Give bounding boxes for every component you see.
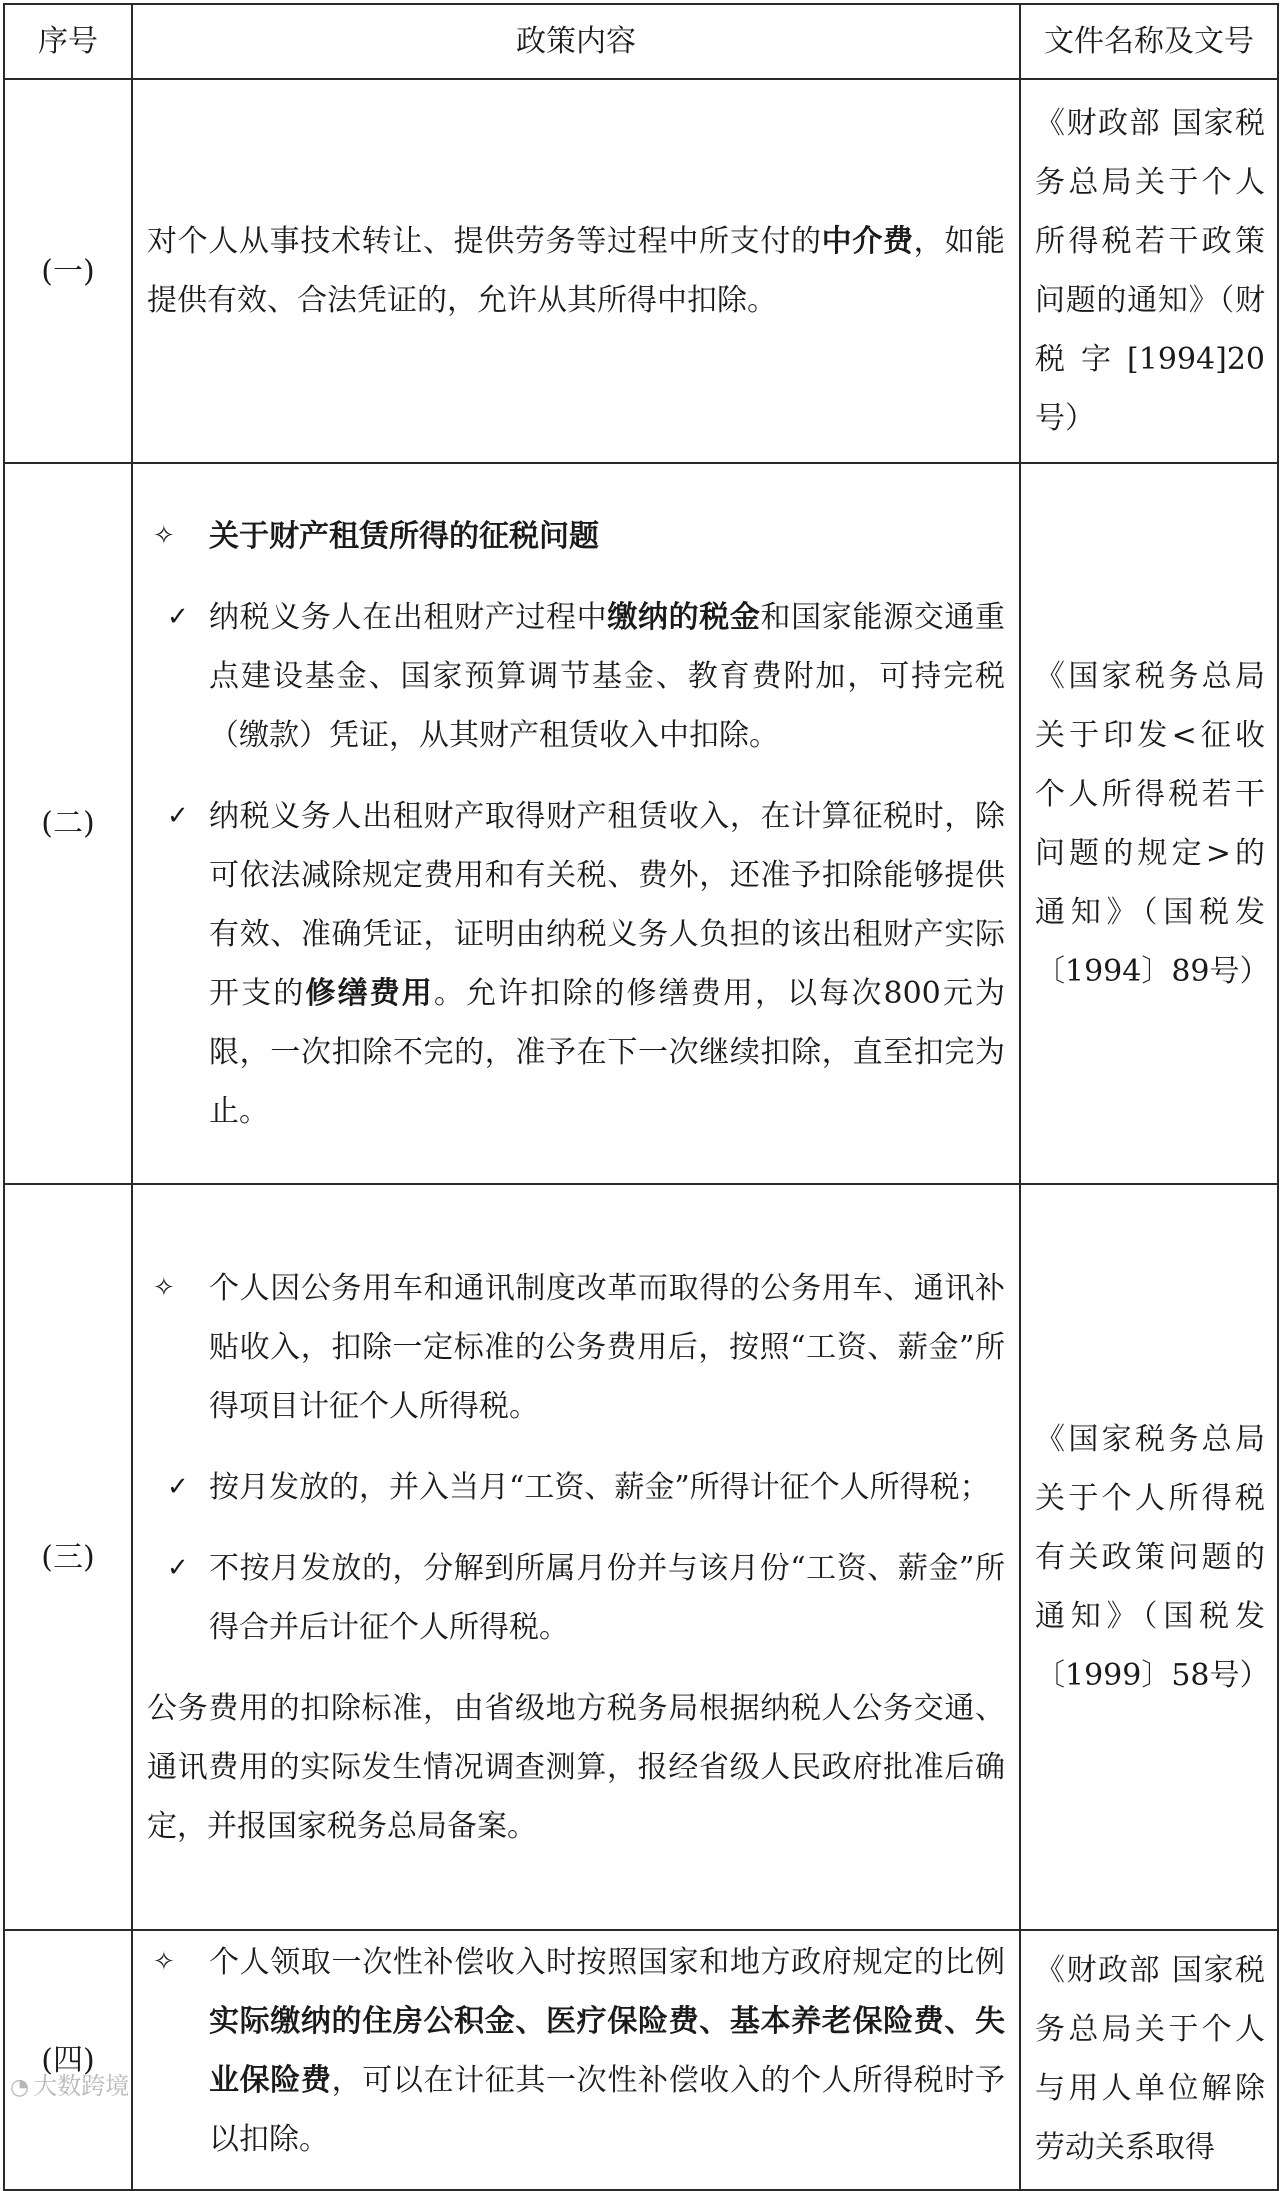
diamond-bullet-icon: ✧ xyxy=(153,1947,175,1977)
table-row xyxy=(4,1184,1278,1930)
row-seq: (四) xyxy=(4,1930,132,2190)
row-content xyxy=(132,1930,1020,2190)
check-bullet-item: ✓ 不按月发放的，分解到所属月份并与该月份“工资、薪金”所得合并后计征个人所得税。 xyxy=(147,1539,1005,1657)
keyword-highlight: 修缮费用 xyxy=(305,975,434,1011)
row-doc: 《财政部 国家税务总局关于个人所得税若干政策问题的通知》（财税字[1994]20号） xyxy=(1020,79,1278,463)
check-icon: ✓ xyxy=(167,1552,189,1583)
header-seq: 序号 xyxy=(4,4,132,79)
table-row xyxy=(4,1930,1278,2190)
table-header-row xyxy=(4,4,1278,79)
diamond-bullet-icon: ✧ xyxy=(153,1272,175,1303)
check-icon: ✓ xyxy=(167,601,189,632)
header-doc: 文件名称及文号 xyxy=(1020,4,1278,79)
section-heading: 关于财产租赁所得的征税问题 xyxy=(209,518,599,554)
policy-note: 公务费用的扣除标准，由省级地方税务局根据纳税人公务交通、通讯费用的实际发生情况调查测算，报经省级人民政府批准后确定，并报国家税务总局备案。 xyxy=(147,1690,1005,1844)
diamond-bullet-item: ✧ 个人因公务用车和通讯制度改革而取得的公务用车、通讯补贴收入，扣除一定标准的公务费用后，按照“工资、薪金”所得项目计征个人所得税。 xyxy=(147,1259,1005,1436)
watermark xyxy=(10,2066,129,2101)
diamond-bullet-item: ✧ 个人领取一次性补偿收入时按照国家和地方政府规定的比例实际缴纳的住房公积金、医疗保险费、基本养老保险费、失业保险费，可以在计征其一次性补偿收入的个人所得税时予以扣除。 xyxy=(147,1933,1005,2169)
check-bullet-item: ✓ 按月发放的，并入当月“工资、薪金”所得计征个人所得税； xyxy=(147,1458,1005,1517)
check-bullet-item: ✓ 纳税义务人出租财产取得财产租赁收入，在计算征税时，除可依法减除规定费用和有关税、费外，还准予扣除能够提供有效、准确凭证，证明由纳税义务人负担的该出租财产实际开支的修缮费用。允许扣除的修缮费用，以每次800元为限，一次扣除不完的，准予在下一次继续扣除，直至扣完为止。 xyxy=(147,787,1005,1141)
keyword-highlight: 实际缴纳的住房公积金、医疗保险费、基本养老保险费、失业保险费 xyxy=(209,2004,1005,2098)
keyword-highlight: 中介费 xyxy=(821,224,914,259)
table-row xyxy=(4,79,1278,463)
table-row xyxy=(4,463,1278,1184)
check-icon: ✓ xyxy=(167,800,189,831)
row-content xyxy=(132,1184,1020,1930)
row-seq: (三) xyxy=(4,1184,132,1930)
row-doc: 《国家税务总局关于个人所得税有关政策问题的通知》（国税发〔1999〕58号） xyxy=(1020,1184,1278,1930)
policy-table xyxy=(3,3,1279,2191)
row-doc: 《国家税务总局关于印发<征收个人所得税若干问题的规定>的通知》（国税发〔1994〕89号） xyxy=(1020,463,1278,1184)
row-content xyxy=(132,463,1020,1184)
watermark-logo-icon: ◔ xyxy=(10,2075,30,2100)
keyword-highlight: 缴纳的税金 xyxy=(607,599,761,635)
policy-paragraph: 对个人从事技术转让、提供劳务等过程中所支付的中介费，如能提供有效、合法凭证的，允许从其所得中扣除。 xyxy=(147,224,1006,318)
diamond-bullet-icon: ✧ xyxy=(153,520,175,551)
check-icon: ✓ xyxy=(167,1471,189,1502)
row-content xyxy=(132,79,1020,463)
check-bullet-item: ✓ 纳税义务人在出租财产过程中缴纳的税金和国家能源交通重点建设基金、国家预算调节基金、教育费附加，可持完税（缴款）凭证，从其财产租赁收入中扣除。 xyxy=(147,588,1005,765)
row-seq: (一) xyxy=(4,79,132,463)
row-seq: (二) xyxy=(4,463,132,1184)
diamond-bullet-item xyxy=(147,507,1005,566)
watermark-text: 大数跨境 xyxy=(33,2072,130,2100)
header-content: 政策内容 xyxy=(132,4,1020,79)
row-doc: 《财政部 国家税务总局关于个人与用人单位解除劳动关系取得 xyxy=(1020,1930,1278,2190)
